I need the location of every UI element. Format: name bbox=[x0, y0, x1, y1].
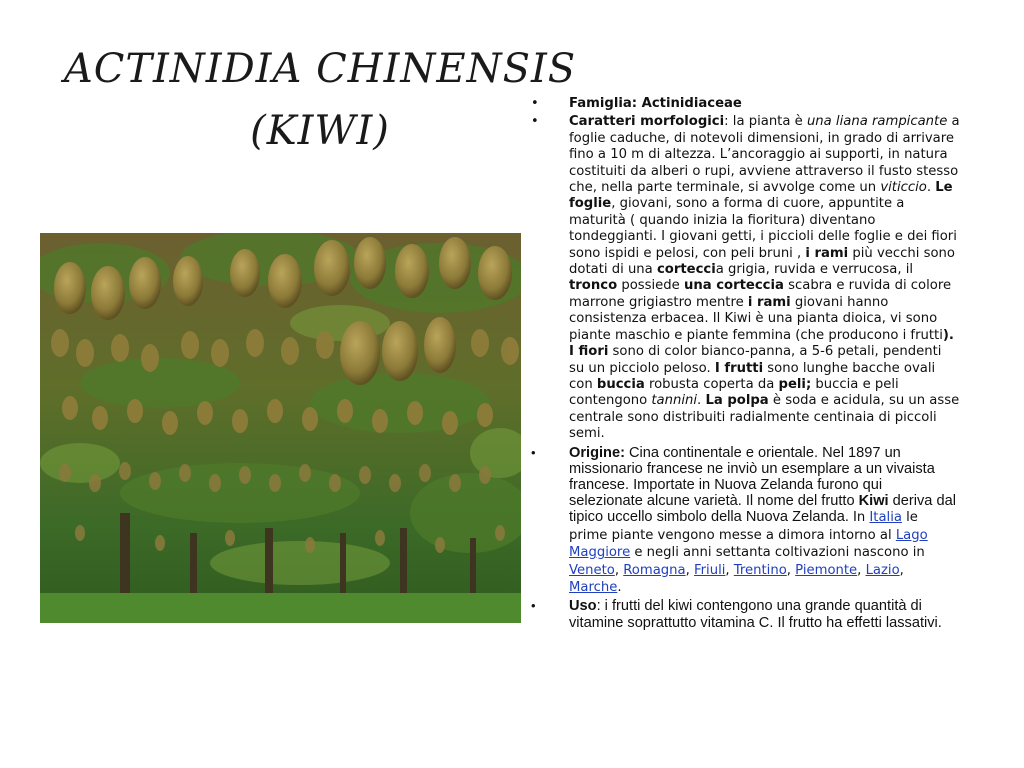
emphasis-span: tannini bbox=[651, 393, 698, 409]
bold-span: Le foglie bbox=[569, 180, 953, 212]
text-span: scabra e ruvida di colore marrone grigiastro mentre bbox=[569, 278, 952, 310]
text-span: è soda e acidula, su un asse centrale sono distribuiti radialmente centinaia di piccoli semi. bbox=[569, 393, 960, 442]
link-lazio[interactable]: Lazio bbox=[865, 562, 900, 578]
bullet-marker: • bbox=[531, 444, 536, 460]
text-span: . bbox=[697, 393, 706, 409]
text-span: a foglie caduche, di notevoli dimensioni, in grado di arrivare fino a 10 m di altezza. L’ancoraggio ai supporti, in natura costituiti da alberi o rupi, avviene attraverso il fusto stesso che, nella parte terminale, si avvolge come un bbox=[569, 114, 960, 196]
emphasis-span: viticcio bbox=[880, 180, 927, 196]
text-span: le prime piante vengono messe a dimora intorno al bbox=[569, 510, 918, 543]
bullet-marker: • bbox=[531, 598, 536, 614]
bold-span: peli; bbox=[778, 376, 812, 392]
link-veneto[interactable]: Veneto bbox=[569, 562, 615, 578]
caratteri-label: Caratteri morfologici bbox=[569, 114, 725, 130]
bold-span: Kiwi bbox=[858, 493, 889, 510]
kiwi-orchard-photo bbox=[40, 233, 521, 623]
separator: . bbox=[617, 579, 622, 595]
bold-span: I frutti bbox=[714, 360, 764, 376]
link-lago-maggiore[interactable]: Lago Maggiore bbox=[569, 527, 928, 561]
link-piemonte[interactable]: Piemonte bbox=[795, 562, 858, 578]
bold-span: i rami bbox=[805, 245, 849, 261]
separator: , bbox=[786, 562, 796, 578]
bullet-uso bbox=[530, 598, 960, 630]
origine-label: Origine: bbox=[569, 444, 625, 461]
link-italia[interactable]: Italia bbox=[869, 510, 902, 526]
bullet-marker: • bbox=[531, 96, 539, 111]
bullet-list bbox=[530, 96, 960, 631]
famiglia-label: Famiglia: Actinidiaceae bbox=[569, 96, 742, 111]
text-span: . bbox=[926, 180, 936, 196]
link-romagna[interactable]: Romagna bbox=[623, 562, 686, 578]
title-line-2: (KIWI) bbox=[250, 108, 390, 154]
text-span: e negli anni settanta coltivazioni nascono in bbox=[630, 545, 925, 561]
bold-span: buccia bbox=[596, 376, 645, 392]
bullet-famiglia bbox=[530, 96, 960, 112]
text-span: possiede bbox=[617, 278, 684, 294]
text-span: più vecchi sono dotati di una bbox=[569, 245, 955, 278]
slide-title bbox=[60, 38, 580, 162]
emphasis-span: una liana rampicante bbox=[806, 114, 948, 130]
separator: , bbox=[685, 562, 694, 578]
bold-span: cortecci bbox=[656, 262, 716, 278]
link-trentino[interactable]: Trentino bbox=[733, 562, 787, 578]
uso-label: Uso bbox=[569, 598, 597, 615]
text-span: buccia e peli contengono bbox=[569, 376, 899, 409]
text-span: sono di color bianco-panna, a 5-6 petali, pendenti su un picciolo peloso. bbox=[569, 344, 942, 376]
bullet-origine bbox=[530, 445, 960, 597]
bold-span: tronco bbox=[569, 278, 618, 294]
link-marche[interactable]: Marche bbox=[569, 579, 618, 595]
text-span: robusta coperta da bbox=[644, 376, 779, 392]
bullet-marker: • bbox=[531, 114, 539, 130]
link-friuli[interactable]: Friuli bbox=[694, 562, 726, 578]
bold-span: ). I fiori bbox=[569, 327, 954, 360]
separator: , bbox=[899, 562, 904, 578]
bold-span: una corteccia bbox=[683, 278, 784, 294]
bold-span: La polpa bbox=[705, 393, 769, 409]
title-line-1: ACTINIDIA CHINENSIS bbox=[63, 46, 577, 92]
text-span: In bbox=[852, 510, 870, 526]
text-span: a grigia, ruvida e verrucosa, il bbox=[715, 262, 914, 278]
text-span: Cina continentale e orientale. Nel 1897 un missionario francese ne inviò un esemplare a un vivaista francese. Importate in Nuova Zelanda furono qui selezionate alcune varietà. Il nome del frutto bbox=[569, 444, 935, 510]
separator: , bbox=[725, 562, 734, 578]
text-span: deriva dal tipico uccello simbolo della Nuova Zelanda. bbox=[569, 493, 956, 526]
bullet-caratteri-morfologici bbox=[530, 114, 960, 442]
separator: , bbox=[614, 562, 624, 578]
text-span: sono lunghe bacche ovali con bbox=[569, 360, 936, 392]
text-span: : i frutti del kiwi contengono una grande quantità di vitamine soprattutto vitamina C. Il frutto ha effetti lassativi. bbox=[569, 598, 942, 631]
text-span: , giovani, sono a forma di cuore, appuntite a maturità ( quando inizia la fioritura) diventano tondeggianti. I giovani getti, i piccioli delle foglie e dei fiori sono ispidi e pelosi, con peli bruni , bbox=[569, 196, 957, 261]
bold-span: i rami bbox=[747, 294, 791, 310]
text-span: : la pianta è bbox=[724, 114, 807, 130]
text-span: giovani hanno consistenza erbacea. Il Kiwi è una pianta dioica, vi sono piante maschio e piante femmina (che producono i frutti bbox=[569, 294, 943, 343]
content-bullets bbox=[530, 96, 960, 633]
separator: , bbox=[857, 562, 866, 578]
